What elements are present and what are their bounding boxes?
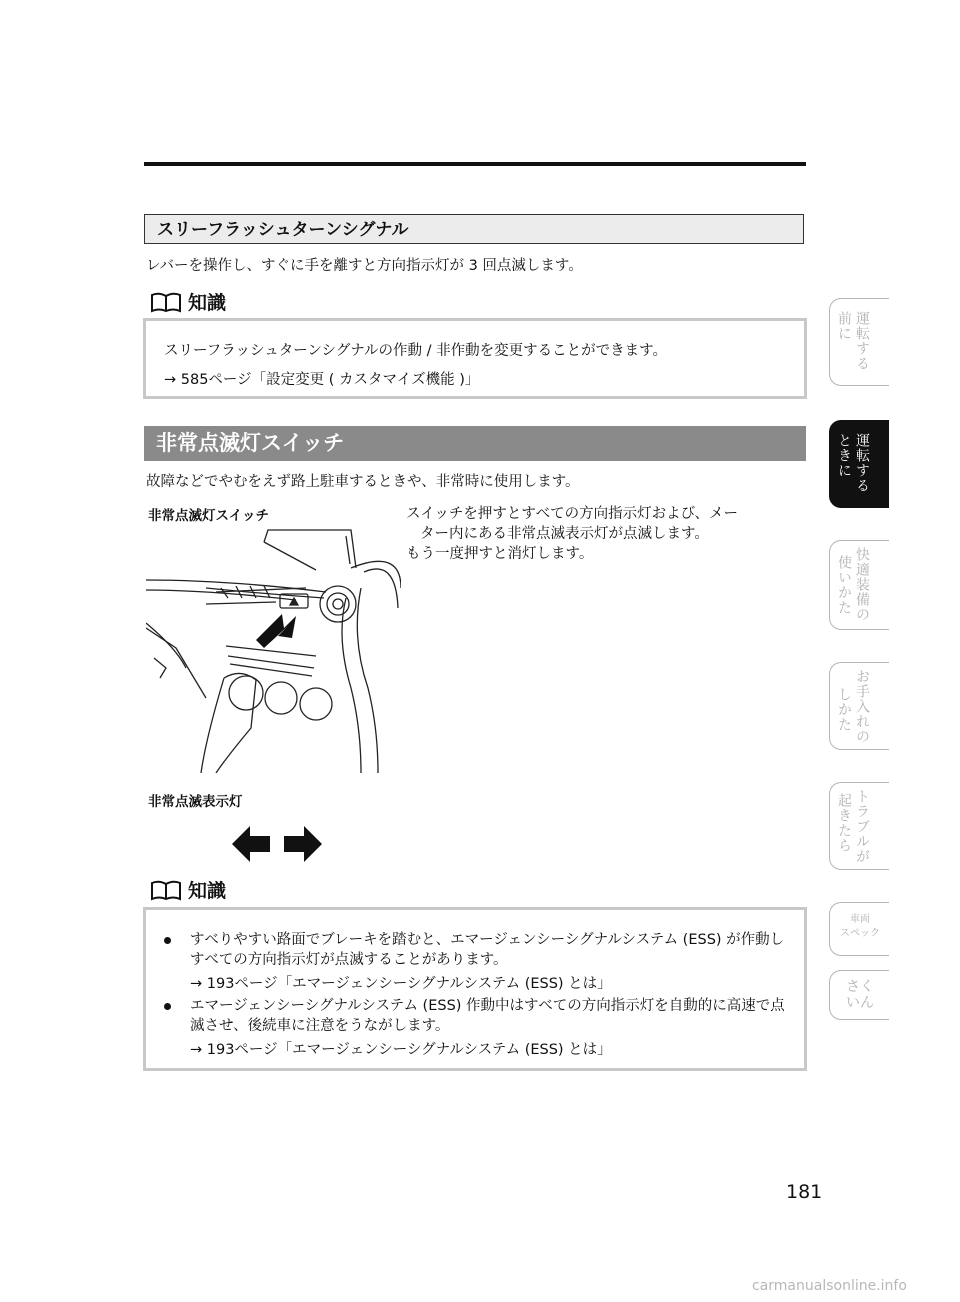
page-number: 181 <box>786 1181 823 1203</box>
hazard-description: 故障などでやむをえず路上駐車するときや、非常時に使用します。 <box>146 474 580 490</box>
tab-index-line-1: さく <box>846 979 874 995</box>
knowledge-box-1 <box>143 318 807 399</box>
hazard-heading: 非常点滅灯スイッチ <box>144 426 806 461</box>
note1-line1: スリーフラッシュターンシグナルの作動 / 非作動を変更することができます。 <box>164 343 667 359</box>
top-rule <box>144 162 806 166</box>
tab-comfort-col-b: 使いかた <box>836 555 852 615</box>
tab-before-driving-col-b: 前に <box>836 311 852 341</box>
tab-index-line-2: いん <box>846 995 874 1011</box>
tab-index[interactable] <box>829 970 889 1020</box>
bullet-2-reference-link[interactable]: → 193ページ「エマージェンシーシグナルシステム (ESS) とは」 <box>190 1042 612 1058</box>
open-book-icon <box>150 879 182 901</box>
bullet-2-text: エマージェンシーシグナルシステム (ESS) 作動中はすべての方向指示灯を自動的に高速で点滅させ、後続車に注意をうながします。 <box>190 998 785 1034</box>
tab-maintenance-col-b: しかた <box>836 687 852 732</box>
tab-trouble-col-a: トラブルが <box>854 789 870 864</box>
bullet-dot <box>164 937 171 944</box>
knowledge-label: 知識 <box>188 292 227 314</box>
tab-trouble-col-b: 起きたら <box>836 793 852 853</box>
instruction-line-1: スイッチを押すとすべての方向指示灯および、メー <box>406 506 739 522</box>
hazard-switch-label: 非常点滅灯スイッチ <box>148 508 269 524</box>
double-arrow-icon <box>232 826 322 862</box>
tab-maintenance[interactable] <box>829 662 889 750</box>
tab-while-driving-col-a: 運転する <box>854 433 870 493</box>
dashboard-illustration <box>146 528 401 773</box>
three-flash-description: レバーを操作し、すぐに手を離すと方向指示灯が 3 回点滅します。 <box>146 258 583 274</box>
tab-troubleshooting[interactable] <box>829 782 889 870</box>
knowledge-label: 知識 <box>188 880 227 902</box>
knowledge-title-1 <box>150 288 226 315</box>
tab-before-driving[interactable] <box>829 298 889 386</box>
tab-maintenance-col-a: お手入れの <box>854 669 870 744</box>
bullet-1-reference-link[interactable]: → 193ページ「エマージェンシーシグナルシステム (ESS) とは」 <box>190 976 612 992</box>
bullet-dot <box>164 1003 171 1010</box>
watermark: carmanualsonline.info <box>752 1278 907 1294</box>
hazard-indicator-label: 非常点滅表示灯 <box>148 794 243 810</box>
bullet-1-text: すべりやすい路面でブレーキを踏むと、エマージェンシーシグナルシステム (ESS) が作動しすべての方向指示灯が点滅することがあります。 <box>190 932 785 968</box>
note1-reference-link[interactable]: → 585ページ「設定変更 ( カスタマイズ機能 )」 <box>164 372 480 388</box>
tab-spec-line-1: 車両 <box>850 914 870 925</box>
tab-before-driving-col-a: 運転する <box>854 311 870 371</box>
tab-comfort-col-a: 快適装備の <box>854 547 870 622</box>
tab-spec-line-2: スペック <box>840 928 880 939</box>
three-flash-heading: スリーフラッシュターンシグナル <box>144 214 804 244</box>
knowledge-title-2 <box>150 876 226 903</box>
tab-specifications[interactable] <box>829 902 889 956</box>
instruction-line-2: ター内にある非常点滅表示灯が点滅します。 <box>420 526 709 542</box>
instruction-line-3: もう一度押すと消灯します。 <box>406 546 594 562</box>
tab-comfort-features[interactable] <box>829 540 889 630</box>
knowledge-box-2 <box>143 907 807 1071</box>
tab-while-driving-col-b: ときに <box>836 433 852 478</box>
hazard-instruction <box>406 504 804 564</box>
open-book-icon <box>150 291 182 313</box>
tab-while-driving[interactable] <box>829 420 889 508</box>
